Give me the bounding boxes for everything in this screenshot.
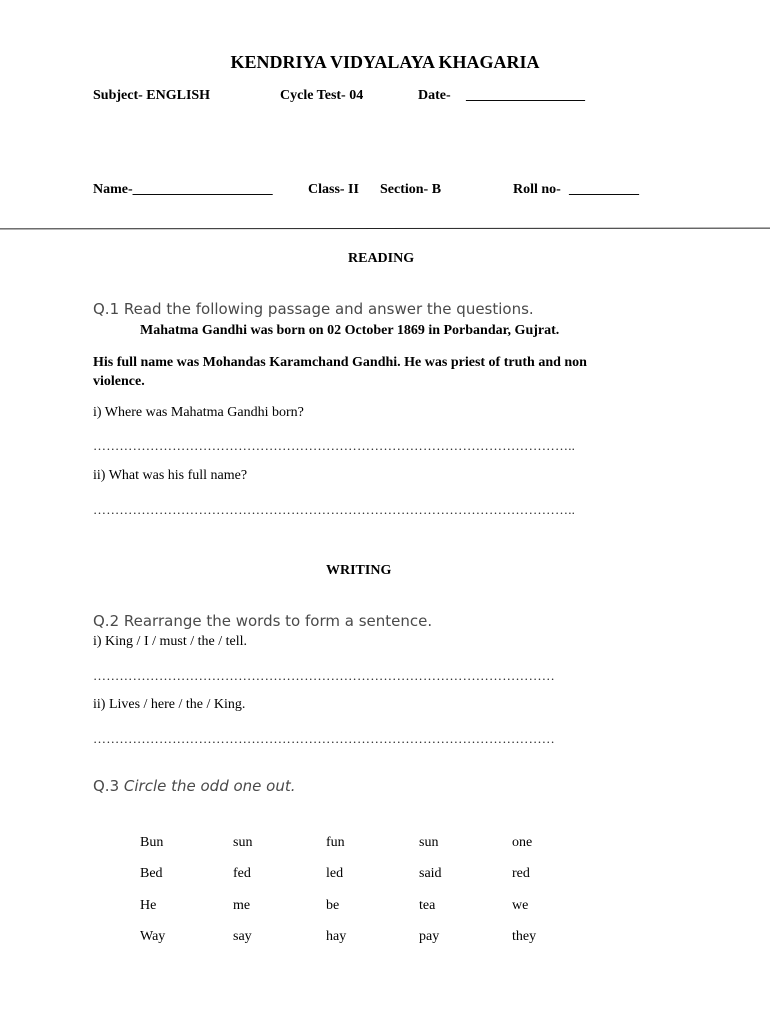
word-cell[interactable]: said [419, 866, 442, 881]
header-divider [0, 228, 770, 230]
word-cell[interactable]: fun [326, 835, 345, 850]
word-cell[interactable]: sun [233, 835, 253, 850]
word-cell[interactable]: pay [419, 929, 440, 944]
word-cell[interactable]: Bed [140, 866, 163, 881]
word-cell[interactable]: we [512, 898, 529, 913]
passage-line-3: violence. [93, 374, 145, 389]
word-cell[interactable]: He [140, 898, 157, 913]
word-cell[interactable]: be [326, 898, 340, 913]
reading-heading: READING [348, 251, 415, 266]
word-cell[interactable]: red [512, 866, 530, 881]
q2-sub-question-2: ii) Lives / here / the / King. [93, 697, 246, 712]
q1-answer-line-2[interactable]: ……………………………………………………………………………………………….. [93, 502, 576, 517]
q1-answer-line-1[interactable]: ……………………………………………………………………………………………….. [93, 438, 576, 453]
word-cell[interactable]: one [512, 835, 533, 850]
q2-answer-line-2[interactable]: …………………………………………………………………………………………… [93, 731, 555, 746]
q1-sub-question-1: i) Where was Mahatma Gandhi born? [93, 405, 304, 420]
roll-blank[interactable]: __________ [569, 182, 639, 197]
word-cell[interactable]: sun [419, 835, 439, 850]
q1-sub-question-2: ii) What was his full name? [93, 468, 248, 483]
date-blank[interactable]: _________________ [466, 88, 585, 103]
word-cell[interactable]: tea [419, 898, 436, 913]
word-cell[interactable]: they [512, 929, 537, 944]
word-cell[interactable]: hay [326, 929, 347, 944]
passage-line-2: His full name was Mohandas Karamchand Gandhi. He was priest of truth and non [93, 355, 587, 370]
writing-heading: WRITING [326, 563, 392, 578]
name-field[interactable]: Name-____________________ [93, 182, 273, 197]
passage-line-1: Mahatma Gandhi was born on 02 October 1869 in Porbandar, Gujrat. [140, 323, 560, 338]
subject-label: Subject- ENGLISH [93, 88, 211, 103]
word-cell[interactable]: Bun [140, 835, 164, 850]
word-cell[interactable]: me [233, 898, 251, 913]
q2-answer-line-1[interactable]: …………………………………………………………………………………………… [93, 668, 555, 683]
q3-prefix: Q.3 [93, 777, 124, 795]
q3-instruction: Circle the odd one out. [123, 777, 296, 795]
roll-label: Roll no- [513, 182, 561, 197]
q2-prompt: Q.2 Rearrange the words to form a sentence. [93, 612, 433, 630]
school-name: KENDRIYA VIDYALAYA KHAGARIA [230, 52, 540, 72]
section-label: Section- B [380, 182, 442, 197]
q3-prompt [93, 777, 296, 795]
word-cell[interactable]: say [233, 929, 252, 944]
word-cell[interactable]: fed [233, 866, 251, 881]
cycle-test-label: Cycle Test- 04 [280, 88, 364, 103]
q1-prompt: Q.1 Read the following passage and answer the questions. [93, 300, 534, 318]
word-cell[interactable]: Way [140, 929, 166, 944]
word-cell[interactable]: led [326, 866, 344, 881]
date-label: Date- [418, 88, 451, 103]
class-label: Class- II [308, 182, 359, 197]
q2-sub-question-1: i) King / I / must / the / tell. [93, 634, 247, 649]
